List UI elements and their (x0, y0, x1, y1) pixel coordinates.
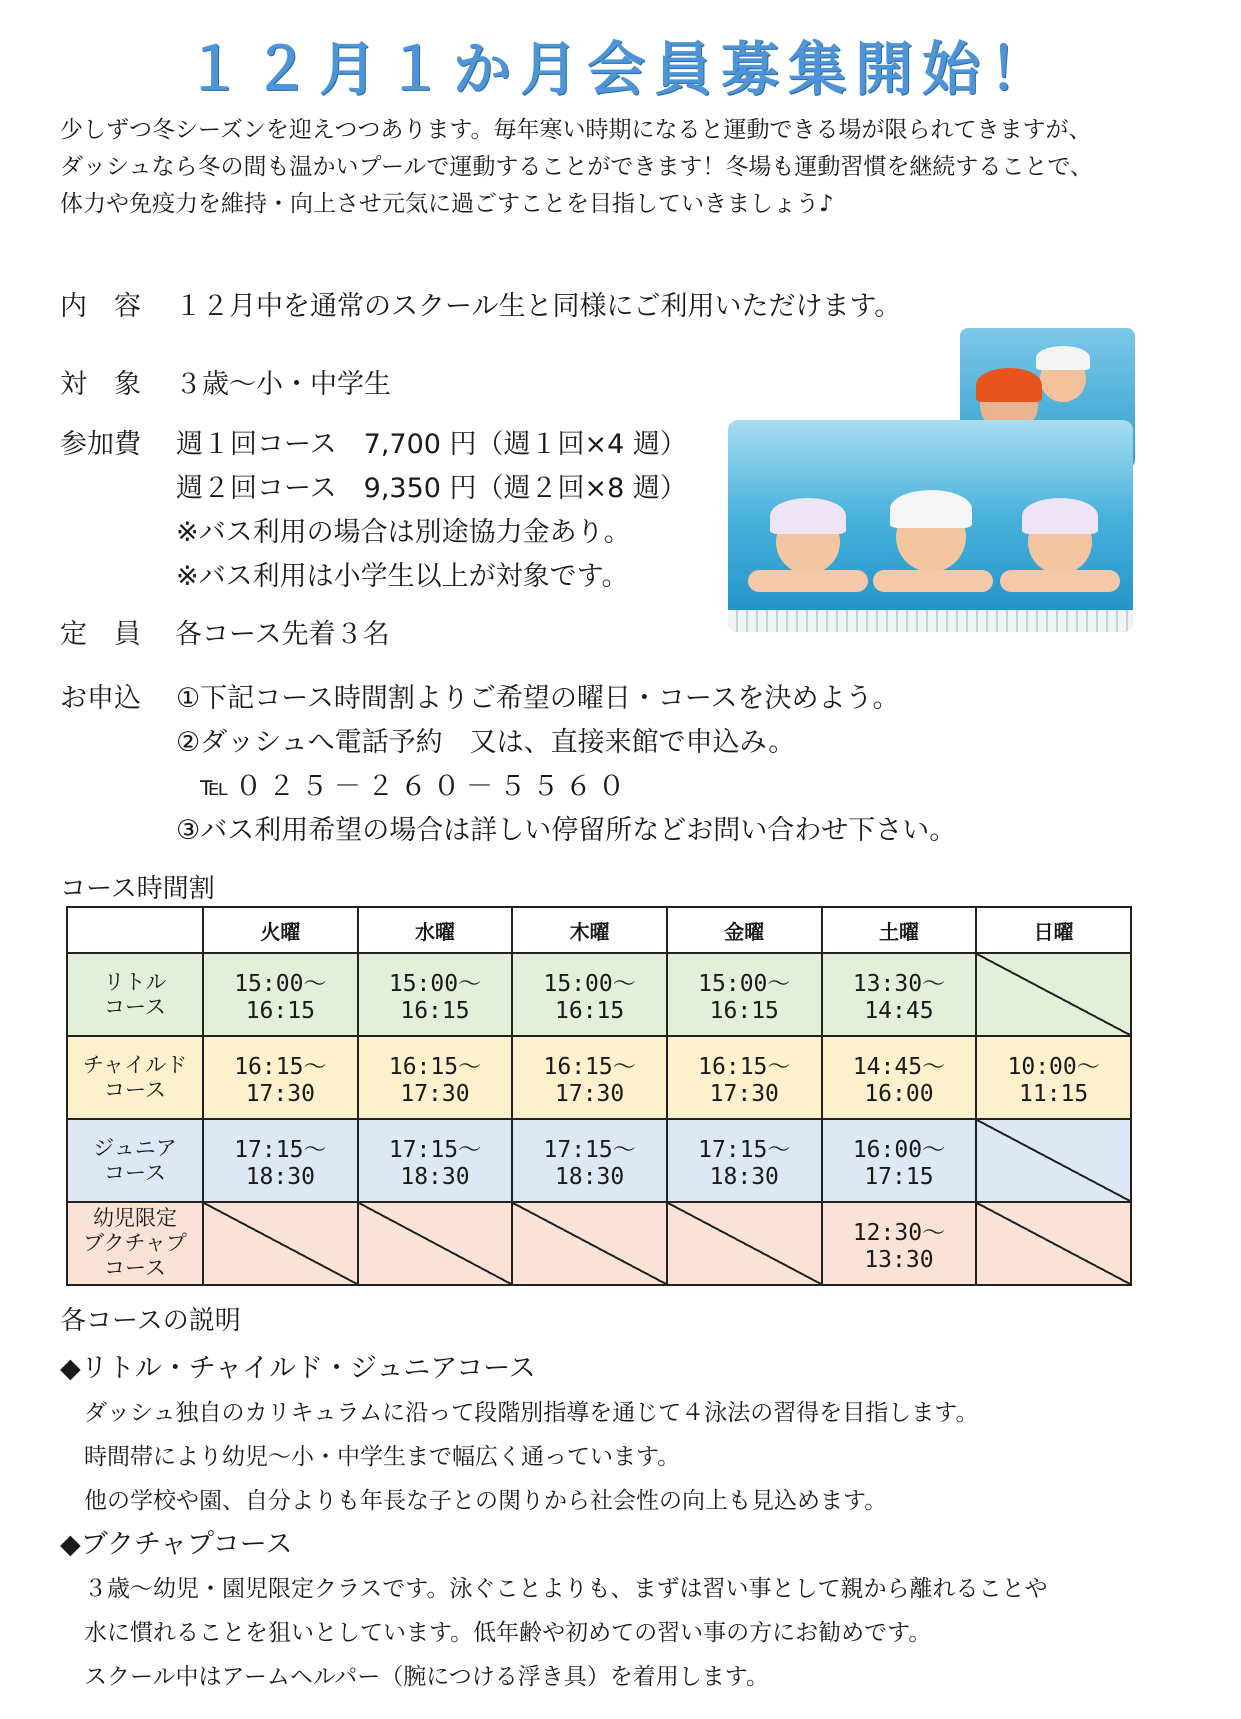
time-cell: 16:00～17:15 (822, 1119, 977, 1202)
time-cell: 17:15～18:30 (203, 1119, 358, 1202)
time-cell: 10:00～11:15 (976, 1036, 1131, 1119)
capacity-value: 各コース先着３名 (175, 619, 390, 650)
time-cell: 14:45～16:00 (822, 1036, 977, 1119)
no-class-cell (358, 1202, 513, 1285)
course-name-line: コース (104, 994, 166, 1019)
day-header: 火曜 (203, 907, 358, 953)
time-cell: 15:00～16:15 (667, 953, 822, 1036)
day-header: 水曜 (358, 907, 513, 953)
section-line: 他の学校や園、自分よりも年長な子との関りから社会性の向上も見込めます。 (84, 1488, 888, 1514)
section-line: 時間帯により幼児～小・中学生まで幅広く通っています。 (84, 1444, 681, 1470)
schedule-table (66, 906, 1132, 1286)
target-row (60, 362, 391, 401)
apply-label: お申込 (60, 683, 141, 714)
table-row (67, 1202, 1131, 1285)
section-line: ３歳～幼児・園児限定クラスです。泳ぐことよりも、まずは習い事として親から離れることや (84, 1576, 1048, 1602)
pool-edge (728, 610, 1133, 632)
day-header: 金曜 (667, 907, 822, 953)
time-cell: 17:15～18:30 (667, 1119, 822, 1202)
content-value: １２月中を通常のスクール生と同様にご利用いただけます。 (175, 291, 902, 322)
target-value: ３歳～小・中学生 (175, 369, 391, 400)
page-title: １２月１か月会員募集開始！ (184, 35, 1056, 103)
time-cell: 16:15～17:30 (358, 1036, 513, 1119)
time-cell: 16:15～17:30 (512, 1036, 667, 1119)
fee-line: 週２回コース 9,350 円（週２回×8 週） (176, 473, 687, 504)
course-name-cell (67, 1119, 203, 1202)
time-cell: 15:00～16:15 (358, 953, 513, 1036)
section-title: ◆リトル・チャイルド・ジュニアコース (60, 1353, 536, 1384)
intro-line: ダッシュなら冬の間も温かいプールで運動することができます！冬場も運動習慣を継続することで、 (60, 154, 1093, 180)
course-name-cell (67, 1036, 203, 1119)
course-name-line: ジュニア (93, 1135, 177, 1160)
no-class-cell (976, 953, 1131, 1036)
section-line: スクール中はアームヘルパー（腕につける浮き具）を着用します。 (84, 1664, 769, 1690)
table-row (67, 1119, 1131, 1202)
day-header: 土曜 (822, 907, 977, 953)
no-class-cell (512, 1202, 667, 1285)
no-class-cell (976, 1202, 1131, 1285)
no-class-cell (976, 1119, 1131, 1202)
course-name-line: 幼児限定 (93, 1206, 177, 1230)
course-name-line: コース (104, 1077, 166, 1102)
course-name-line: チャイルド (82, 1052, 188, 1077)
schedule-header-row (67, 907, 1131, 953)
section-line: ダッシュ独自のカリキュラムに沿って段階別指導を通じて４泳法の習得を目指します。 (84, 1400, 979, 1426)
course-name-line: リトル (103, 969, 167, 994)
fee-line: 週１回コース 7,700 円（週１回×4 週） (176, 429, 687, 460)
time-cell: 15:00～16:15 (512, 953, 667, 1036)
course-name-line: ブクチャプ (83, 1231, 187, 1255)
content-row (60, 284, 901, 323)
corner-cell (67, 907, 203, 953)
course-name-line: コース (104, 1256, 166, 1280)
swimmers-photo-main (728, 420, 1133, 632)
time-cell: 15:00～16:15 (203, 953, 358, 1036)
time-cell: 17:15～18:30 (512, 1119, 667, 1202)
time-cell: 13:30～14:45 (822, 953, 977, 1036)
time-cell: 16:15～17:30 (203, 1036, 358, 1119)
course-name-cell (67, 953, 203, 1036)
day-header: 日曜 (976, 907, 1131, 953)
time-cell: 12:30～13:30 (822, 1202, 977, 1285)
intro-line: 少しずつ冬シーズンを迎えつつあります。毎年寒い時期になると運動できる場が限られてきますが、 (60, 117, 1092, 143)
apply-step: ③バス利用希望の場合は詳しい停留所などお問い合わせ下さい。 (176, 815, 957, 846)
fee-note: ※バス利用は小学生以上が対象です。 (176, 561, 629, 592)
no-class-cell (203, 1202, 358, 1285)
capacity-label: 定 員 (60, 619, 141, 650)
apply-step: ②ダッシュへ電話予約 又は、直接来館で申込み。 (176, 727, 796, 758)
content-label: 内 容 (60, 291, 141, 322)
course-name-cell (67, 1202, 203, 1285)
phone-number: ℡０２５－２６０－５５６０ (200, 771, 632, 802)
section-title: ◆ブクチャプコース (60, 1529, 293, 1560)
time-cell: 17:15～18:30 (358, 1119, 513, 1202)
time-cell: 16:15～17:30 (667, 1036, 822, 1119)
table-row (67, 1036, 1131, 1119)
no-class-cell (667, 1202, 822, 1285)
capacity-row (60, 612, 390, 651)
day-header: 木曜 (512, 907, 667, 953)
intro-text (60, 112, 1210, 223)
intro-line: 体力や免疫力を維持・向上させ元気に過ごすことを目指していきましょう♪ (60, 191, 834, 217)
explanation-heading: 各コースの説明 (60, 1306, 241, 1336)
schedule-heading: コース時間割 (60, 874, 215, 904)
apply-step: ①下記コース時間割よりご希望の曜日・コースを決めよう。 (176, 683, 900, 714)
course-name-line: コース (104, 1160, 166, 1185)
target-label: 対 象 (60, 369, 141, 400)
fee-note: ※バス利用の場合は別途協力金あり。 (176, 517, 631, 548)
fee-label: 参加費 (60, 429, 141, 460)
table-row (67, 953, 1131, 1036)
section-line: 水に慣れることを狙いとしています。低年齢や初めての習い事の方にお勧めです。 (84, 1620, 932, 1646)
